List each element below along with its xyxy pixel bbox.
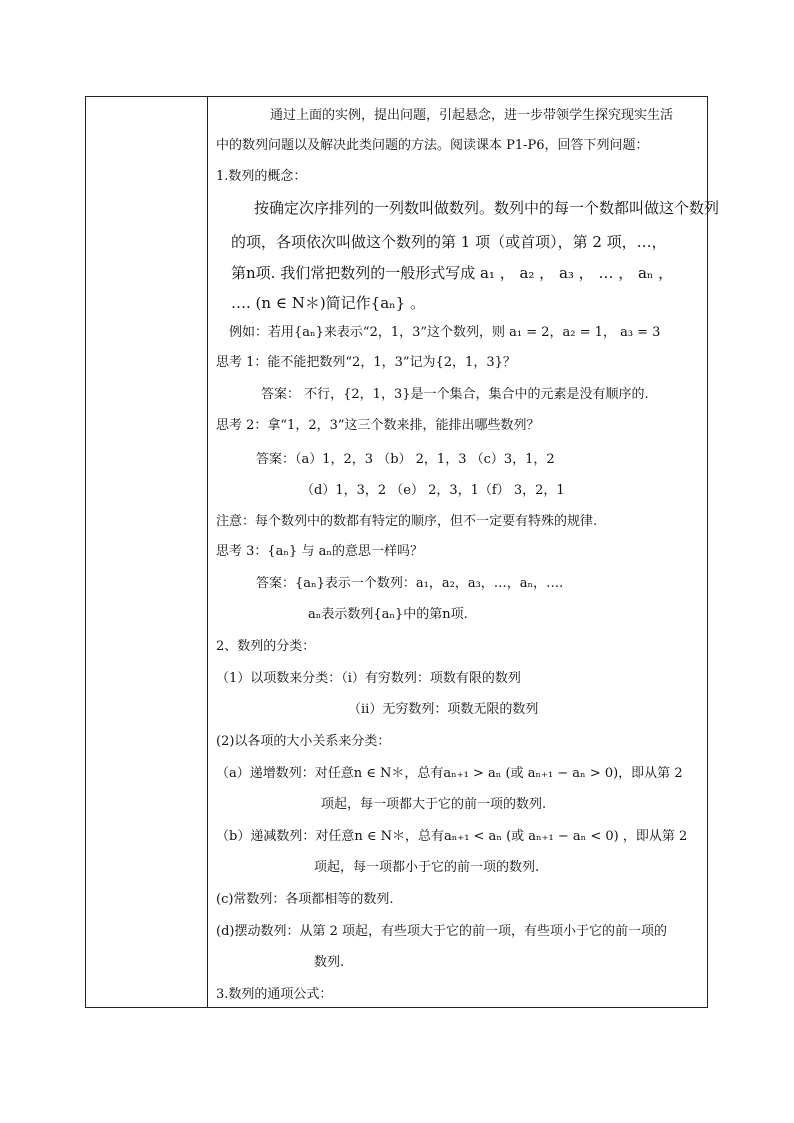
note-line: 注意：每个数列中的数都有特定的顺序，但不一定要有特殊的规律. <box>216 514 598 529</box>
classify-2: (2)以各项的大小关系来分类： <box>216 734 391 749</box>
intro-line-2: 中的数列问题以及解决此类问题的方法。阅读课本 P1-P6，回答下列问题： <box>216 138 649 153</box>
lesson-table <box>85 96 720 1008</box>
classify-1-line-1: （1）以项数来分类：（i）有穷数列：项数有限的数列 <box>216 671 521 686</box>
increasing-line-1: （a）递增数列：对任意n ∈ N＊，总有aₙ₊₁ > aₙ (或 aₙ₊₁ − aₙ > 0)，即从第 2 <box>216 766 683 781</box>
definition-line-2: 的项，各项依次叫做这个数列的第 1 项（或首项），第 2 项，…， <box>231 233 667 251</box>
definition-line-1: 按确定次序排列的一列数叫做数列。数列中的每一个数都叫做这个数列 <box>254 199 720 217</box>
think-1: 思考 1：能不能把数列“2，1，3”记为{2，1，3}？ <box>216 355 516 370</box>
decreasing-line-2: 项起，每一项都小于它的前一项的数列. <box>314 860 540 875</box>
answer-2-line-1: 答案：（a）1，2，3 （b） 2，1，3 （c）3，1，2 <box>256 452 555 467</box>
intro-line-1: 通过上面的实例，提出问题，引起悬念，进一步带领学生探究现实生活 <box>270 108 674 123</box>
increasing-line-2: 项起，每一项都大于它的前一项的数列. <box>321 797 547 812</box>
content-cell <box>86 97 720 1007</box>
example-line: 例如：若用{aₙ}来表示“2，1，3”这个数列，则 a₁ = 2，a₂ = 1， a₃ = 3 <box>229 325 661 340</box>
constant-line: (c)常数列：各项都相等的数列. <box>216 892 394 907</box>
answer-3-line-1: 答案：{aₙ}表示一个数列：a₁，a₂，a₃，…，aₙ，…. <box>256 576 564 591</box>
think-2: 思考 2：拿“1，2，3”这三个数来排，能排出哪些数列？ <box>216 418 540 433</box>
answer-1: 答案： 不行，{2，1，3}是一个集合，集合中的元素是没有顺序的. <box>261 387 649 402</box>
section-heading-1: 1.数列的概念： <box>216 169 307 184</box>
definition-line-3: 第n项. 我们常把数列的一般形式写成 a₁ ， a₂ ， a₃ ， … ， aₙ ， <box>231 264 674 282</box>
definition-line-4: …. (n ∈ N＊)简记作{aₙ} 。 <box>231 294 425 312</box>
oscillating-line-1: (d)摆动数列：从第 2 项起，有些项大于它的前一项，有些项小于它的前一项的 <box>216 924 668 939</box>
answer-3-line-2: aₙ表示数列{aₙ}中的第n项. <box>308 607 468 622</box>
section-heading-3: 3.数列的通项公式： <box>216 987 333 1002</box>
decreasing-line-1: （b）递减数列：对任意n ∈ N＊，总有aₙ₊₁ < aₙ (或 aₙ₊₁ − aₙ < 0) ，即从第 2 <box>216 829 688 844</box>
oscillating-line-2: 数列. <box>314 955 345 970</box>
answer-2-line-2: （d）1，3，2 （e） 2，3，1（f） 3，2，1 <box>301 483 565 498</box>
think-3: 思考 3：{aₙ} 与 aₙ的意思一样吗？ <box>216 544 423 559</box>
section-heading-2: 2、数列的分类： <box>216 639 316 654</box>
classify-1-line-2: （ii）无穷数列：项数无限的数列 <box>348 702 539 717</box>
